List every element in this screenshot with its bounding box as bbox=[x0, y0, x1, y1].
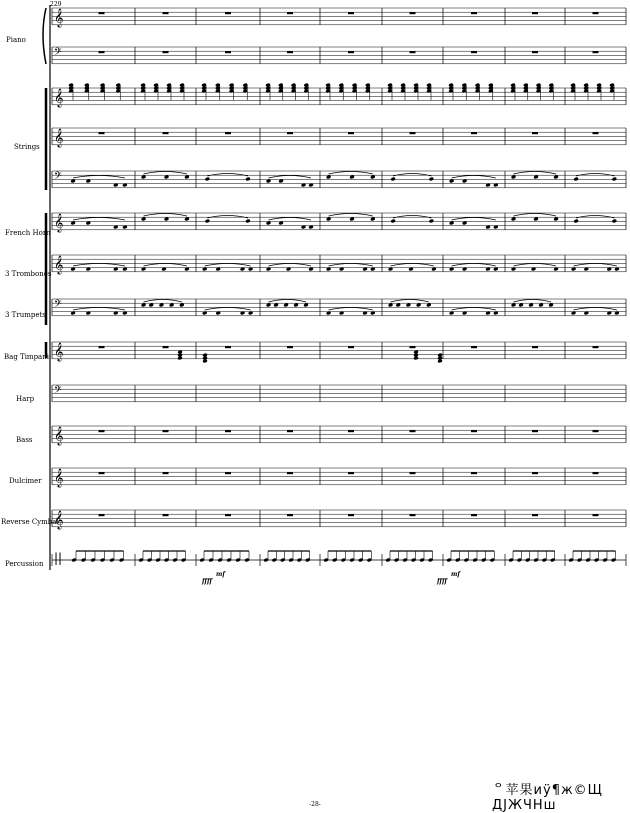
whole-rest bbox=[99, 472, 105, 474]
brace bbox=[43, 8, 46, 64]
tie bbox=[73, 176, 125, 179]
clef-icon: 𝄞 bbox=[54, 510, 64, 529]
whole-rest bbox=[348, 51, 354, 53]
clef-icon: 𝄞 bbox=[54, 342, 64, 361]
clef-icon: 𝄢 bbox=[54, 170, 62, 184]
whole-rest bbox=[287, 346, 293, 348]
dynamic-marking: ffff bbox=[437, 578, 447, 585]
whole-rest bbox=[99, 346, 105, 348]
clef-icon: 𝄞 bbox=[54, 255, 64, 274]
whole-rest bbox=[348, 472, 354, 474]
whole-rest bbox=[532, 132, 538, 134]
whole-rest bbox=[471, 132, 477, 134]
tie bbox=[269, 176, 312, 179]
note-head bbox=[390, 219, 395, 224]
whole-rest bbox=[163, 472, 169, 474]
note-head bbox=[205, 177, 210, 182]
whole-rest bbox=[225, 472, 231, 474]
whole-rest bbox=[225, 430, 231, 432]
tie bbox=[452, 308, 496, 311]
whole-rest bbox=[287, 12, 293, 14]
whole-rest bbox=[99, 132, 105, 134]
tie bbox=[576, 216, 614, 219]
dynamic-marking: mf bbox=[216, 571, 225, 578]
tie bbox=[144, 172, 187, 175]
tie bbox=[329, 214, 373, 217]
whole-rest bbox=[410, 346, 416, 348]
note-head bbox=[205, 219, 210, 224]
note-head bbox=[245, 219, 250, 224]
clef-icon: || bbox=[54, 551, 63, 565]
whole-rest bbox=[593, 51, 599, 53]
tie bbox=[452, 218, 496, 221]
whole-rest bbox=[287, 430, 293, 432]
note-head bbox=[437, 359, 442, 364]
tie bbox=[514, 214, 557, 217]
note-head bbox=[612, 177, 617, 182]
tie bbox=[574, 264, 617, 267]
whole-rest bbox=[99, 12, 105, 14]
tie bbox=[144, 214, 187, 217]
whole-rest bbox=[163, 430, 169, 432]
whole-rest bbox=[593, 12, 599, 14]
tie bbox=[269, 264, 312, 267]
whole-rest bbox=[348, 132, 354, 134]
clef-icon: 𝄞 bbox=[54, 468, 64, 487]
tie bbox=[329, 308, 373, 311]
whole-rest bbox=[225, 51, 231, 53]
instrument-label-bass: Bass bbox=[16, 436, 33, 444]
whole-rest bbox=[163, 346, 169, 348]
whole-rest bbox=[471, 346, 477, 348]
whole-rest bbox=[410, 12, 416, 14]
whole-rest bbox=[225, 346, 231, 348]
whole-rest bbox=[410, 430, 416, 432]
whole-rest bbox=[225, 132, 231, 134]
whole-rest bbox=[287, 51, 293, 53]
note-head bbox=[245, 177, 250, 182]
whole-rest bbox=[532, 430, 538, 432]
instrument-label-harp: Harp bbox=[16, 395, 35, 403]
instrument-label-trombones: 3 Trombones bbox=[5, 270, 52, 278]
tie bbox=[393, 216, 431, 219]
tie bbox=[514, 264, 557, 267]
tie bbox=[329, 172, 373, 175]
whole-rest bbox=[471, 514, 477, 516]
whole-rest bbox=[593, 132, 599, 134]
tie bbox=[393, 174, 431, 177]
note-head bbox=[573, 177, 578, 182]
whole-rest bbox=[348, 430, 354, 432]
whole-rest bbox=[532, 51, 538, 53]
tie bbox=[514, 300, 552, 303]
clef-icon: 𝄞 bbox=[54, 88, 64, 107]
whole-rest bbox=[593, 472, 599, 474]
clef-icon: 𝄞 bbox=[54, 426, 64, 445]
page-number: -28- bbox=[309, 801, 321, 808]
tie bbox=[205, 264, 251, 267]
tie bbox=[144, 264, 187, 267]
whole-rest bbox=[532, 514, 538, 516]
note-head bbox=[413, 356, 418, 361]
whole-rest bbox=[593, 430, 599, 432]
tie bbox=[73, 264, 125, 267]
instrument-label-strings: Strings bbox=[14, 143, 40, 151]
tie bbox=[144, 300, 182, 303]
whole-rest bbox=[471, 472, 477, 474]
tie bbox=[269, 300, 307, 303]
whole-rest bbox=[225, 514, 231, 516]
tie bbox=[269, 218, 312, 221]
whole-rest bbox=[593, 346, 599, 348]
whole-rest bbox=[348, 12, 354, 14]
whole-rest bbox=[287, 514, 293, 516]
tie bbox=[576, 174, 614, 177]
whole-rest bbox=[99, 51, 105, 53]
tie bbox=[574, 308, 617, 311]
whole-rest bbox=[348, 514, 354, 516]
whole-rest bbox=[99, 430, 105, 432]
instrument-label-percussion: Percussion bbox=[5, 560, 44, 568]
instrument-label-timpani: Bag Timpani bbox=[4, 353, 49, 361]
tie bbox=[73, 218, 125, 221]
whole-rest bbox=[225, 12, 231, 14]
note-head bbox=[202, 359, 207, 364]
tie bbox=[329, 264, 373, 267]
tie bbox=[452, 264, 496, 267]
note-head bbox=[390, 177, 395, 182]
tie bbox=[391, 264, 434, 267]
clef-icon: 𝄞 bbox=[54, 8, 64, 27]
tie bbox=[452, 176, 496, 179]
clef-icon: 𝄢 bbox=[54, 46, 62, 60]
whole-rest bbox=[532, 12, 538, 14]
whole-rest bbox=[410, 472, 416, 474]
whole-rest bbox=[99, 514, 105, 516]
whole-rest bbox=[532, 346, 538, 348]
tie bbox=[207, 174, 248, 177]
note-head bbox=[429, 177, 434, 182]
clef-icon: 𝄢 bbox=[54, 298, 62, 312]
tie bbox=[205, 308, 251, 311]
measure-number: 229 bbox=[50, 1, 62, 8]
whole-rest bbox=[471, 51, 477, 53]
note-head bbox=[612, 219, 617, 224]
whole-rest bbox=[410, 51, 416, 53]
note-head bbox=[429, 219, 434, 224]
whole-rest bbox=[410, 132, 416, 134]
dynamic-marking: ffff bbox=[202, 578, 212, 585]
instrument-label-trumpets: 3 Trumpets bbox=[5, 311, 46, 319]
whole-rest bbox=[287, 132, 293, 134]
whole-rest bbox=[287, 472, 293, 474]
whole-rest bbox=[163, 514, 169, 516]
whole-rest bbox=[163, 132, 169, 134]
whole-rest bbox=[348, 346, 354, 348]
instrument-label-piano: Piano bbox=[6, 36, 26, 44]
clef-icon: 𝄞 bbox=[54, 128, 64, 147]
whole-rest bbox=[163, 51, 169, 53]
whole-rest bbox=[471, 12, 477, 14]
dynamic-marking: mf bbox=[451, 571, 460, 578]
note-head bbox=[573, 219, 578, 224]
instrument-label-dulcimer: Dulcimer bbox=[9, 477, 42, 485]
whole-rest bbox=[471, 430, 477, 432]
whole-rest bbox=[410, 514, 416, 516]
watermark-logo: ᄋ苹果иӱ¶ж©Щ ДЈЖЧНш bbox=[492, 783, 603, 813]
tie bbox=[207, 216, 248, 219]
clef-icon: 𝄞 bbox=[54, 213, 64, 232]
instrument-label-reverse-cymbal: Reverse Cymbal bbox=[1, 518, 59, 526]
note-head bbox=[177, 356, 182, 361]
clef-icon: 𝄢 bbox=[54, 384, 62, 398]
whole-rest bbox=[163, 12, 169, 14]
instrument-label-french-horn: French Horn bbox=[5, 229, 51, 237]
tie bbox=[514, 172, 557, 175]
whole-rest bbox=[532, 472, 538, 474]
tie bbox=[73, 308, 125, 311]
tie bbox=[391, 300, 429, 303]
whole-rest bbox=[593, 514, 599, 516]
